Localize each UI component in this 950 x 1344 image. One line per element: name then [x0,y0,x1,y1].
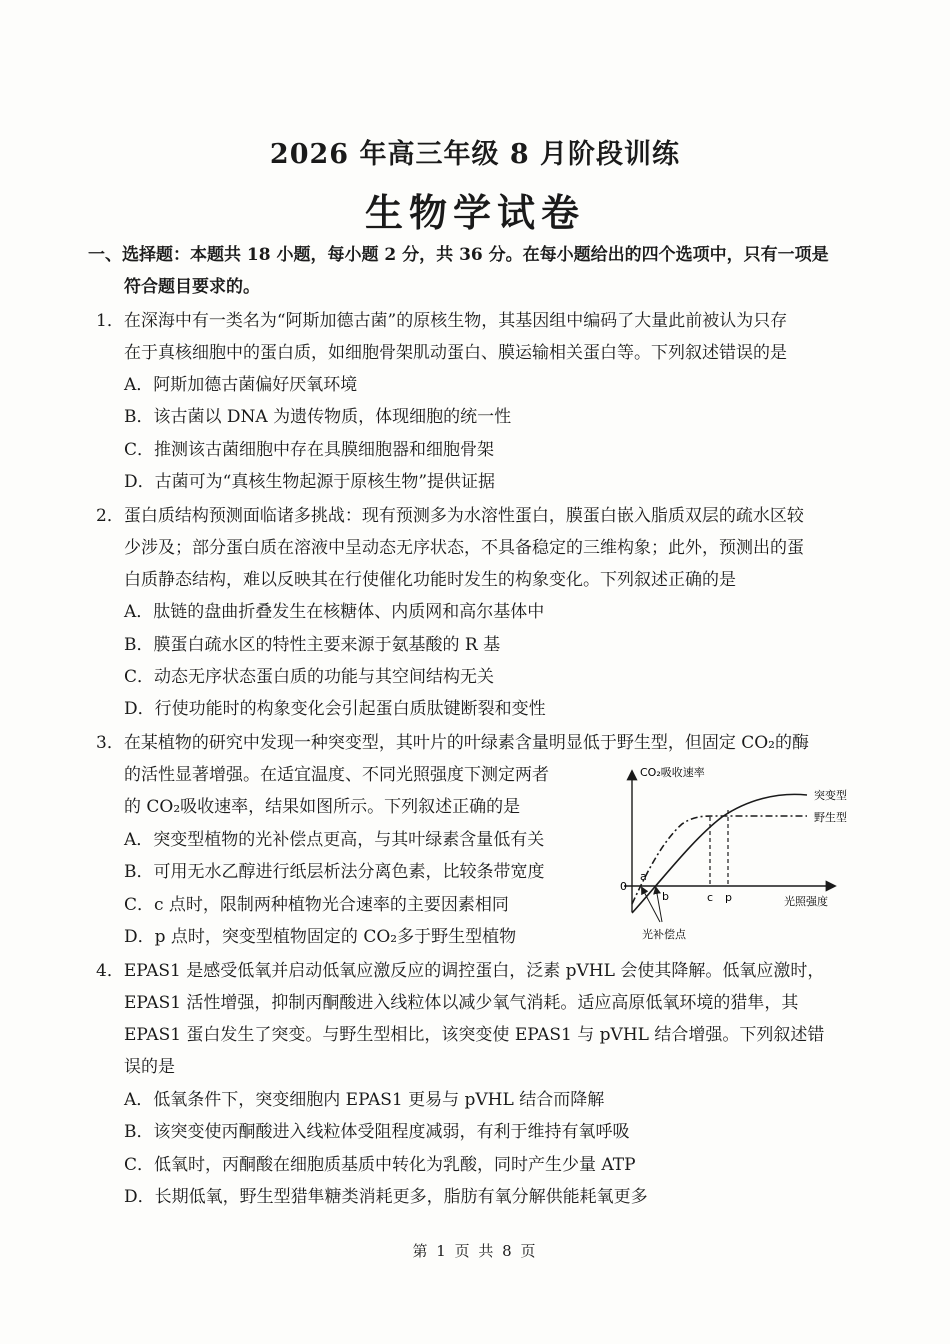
page-footer: 第 1 页 共 8 页 [412,1242,538,1260]
question-2-stem: 2．蛋白质结构预测面临诸多挑战：现有预测多为水溶性蛋白，膜蛋白嵌入脂质双层的疏水区较 [96,506,804,526]
point-c-label: c [707,891,714,904]
question-3-stem: 3．在某植物的研究中发现一种突变型，其叶片的叶绿素含量明显低于野生型，但固定 CO₂的酶 [96,733,809,753]
point-p-label: p [725,891,732,904]
question-3-option-c: C．c 点时，限制两种植物光合速率的主要因素相同 [124,895,509,915]
question-3-option-a: A．突变型植物的光补偿点更高，与其叶绿素含量低有关 [124,830,545,850]
question-4-stem: 4．EPAS1 是感受低氧并启动低氧应激反应的调控蛋白，泛素 pVHL 会使其降解。低氧应激时， [96,961,825,981]
page-title: 2026 年高三年级 8 月阶段训练 [269,139,681,170]
question-1-stem-cont: 在于真核细胞中的蛋白质，如细胞骨架肌动蛋白、膜运输相关蛋白等。下列叙述错误的是 [124,343,787,363]
question-4-stem-cont: 误的是 [124,1057,175,1077]
question-4-option-d: D．长期低氧，野生型猎隼糖类消耗更多，脂肪有氧分解供能耗氧更多 [124,1187,648,1207]
co2-absorption-figure [612,762,862,948]
question-4-option-b: B．该突变使丙酮酸进入线粒体受阻程度减弱，有利于维持有氧呼吸 [124,1122,630,1142]
question-1-option-a: A．阿斯加德古菌偏好厌氧环境 [124,375,358,395]
question-2-stem-cont: 少涉及；部分蛋白质在溶液中呈动态无序状态，不具备稳定的三维构象；此外，预测出的蛋 [124,538,804,558]
wild-type-label: 野生型 [814,811,847,824]
question-3-stem-cont: 的 CO₂吸收速率，结果如图所示。下列叙述正确的是 [124,797,521,817]
question-1-option-d: D．古菌可为“真核生物起源于原核生物”提供证据 [124,472,496,492]
question-3-option-b: B．可用无水乙醇进行纸层析法分离色素，比较条带宽度 [124,862,545,882]
question-2-option-d: D．行使功能时的构象变化会引起蛋白质肽键断裂和变性 [124,699,546,719]
question-2-option-b: B．膜蛋白疏水区的特性主要来源于氨基酸的 R 基 [124,635,501,655]
origin-label: 0 [620,880,627,893]
question-3-option-d: D．p 点时，突变型植物固定的 CO₂多于野生型植物 [124,927,517,947]
point-a-label: a [640,870,647,883]
compensation-point-caption: 光补偿点 [642,928,686,941]
question-1-stem: 1．在深海中有一类名为“阿斯加德古菌”的原核生物，其基因组中编码了大量此前被认为只存 [96,311,788,331]
question-1-option-c: C．推测该古菌细胞中存在具膜细胞器和细胞骨架 [124,440,495,460]
section-heading-cont: 符合题目要求的。 [124,277,260,297]
wild-type-curve [632,816,807,904]
section-heading: 一、选择题：本题共 18 小题，每小题 2 分，共 36 分。在每小题给出的四个选项中，只有一项是 [88,245,829,265]
question-2-option-c: C．动态无序状态蛋白质的功能与其空间结构无关 [124,667,495,687]
x-axis-label: 光照强度 [784,895,828,908]
question-2-option-a: A．肽链的盘曲折叠发生在核糖体、内质网和高尔基体中 [124,602,545,622]
question-2-stem-cont: 白质静态结构，难以反映其在行使催化功能时发生的构象变化。下列叙述正确的是 [124,570,736,590]
question-4-stem-cont: EPAS1 活性增强，抑制丙酮酸进入线粒体以减少氧气消耗。适应高原低氧环境的猎隼，其 [124,993,799,1013]
question-4-option-a: A．低氧条件下，突变细胞内 EPAS1 更易与 pVHL 结合而降解 [124,1090,605,1110]
question-1-option-b: B．该古菌以 DNA 为遗传物质，体现细胞的统一性 [124,407,512,427]
page-subtitle: 生物学试卷 [364,190,585,235]
mutant-label: 突变型 [814,789,847,802]
question-4-stem-cont: EPAS1 蛋白发生了突变。与野生型相比，该突变使 EPAS1 与 pVHL 结合增强。下列叙述错 [124,1025,825,1045]
question-4-option-c: C．低氧时，丙酮酸在细胞质基质中转化为乳酸，同时产生少量 ATP [124,1155,636,1175]
question-3-stem-cont: 的活性显著增强。在适宜温度、不同光照强度下测定两者 [124,765,549,785]
y-axis-label: CO₂吸收速率 [640,766,705,779]
point-b-label: b [662,890,669,903]
